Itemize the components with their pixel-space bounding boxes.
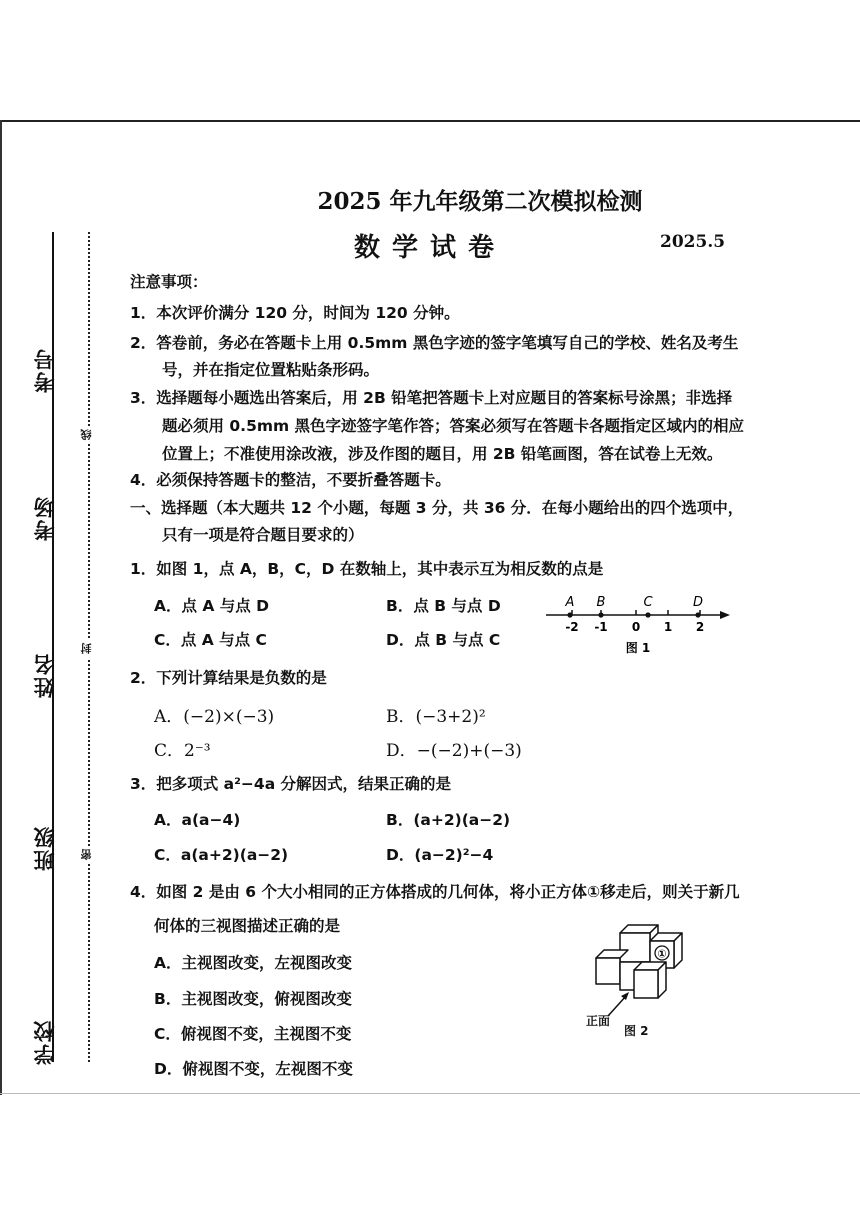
notice-item-3: 3．选择题每小题选出答案后，用 2B 铅笔把答题卡上对应题目的答案标号涂黑；非选择 <box>130 389 733 407</box>
question-2-stem: 2．下列计算结果是负数的是 <box>130 669 327 687</box>
q4-option-d: D．俯视图不变，左视图不变 <box>154 1060 353 1078</box>
q4-option-c: C．俯视图不变，主视图不变 <box>154 1025 352 1043</box>
point-a-label: A <box>565 595 575 610</box>
question-1-stem: 1．如图 1，点 A，B，C，D 在数轴上，其中表示互为相反数的点是 <box>130 560 604 578</box>
figure-2-caption: 图 2 <box>624 1024 649 1038</box>
point-c-dot <box>645 612 650 617</box>
notice-item-4: 4．必须保持答题卡的整洁，不要折叠答题卡。 <box>130 471 451 489</box>
tick-label-0: 0 <box>631 620 641 634</box>
notice-item-1: 1．本次评价满分 120 分，时间为 120 分钟。 <box>130 304 460 322</box>
sheet-left-border <box>0 120 2 1095</box>
section-heading: 一、选择题（本大题共 12 个小题，每题 3 分，共 36 分．在每小题给出的四个选项中， <box>130 499 744 517</box>
point-c-label: C <box>643 595 653 610</box>
notice-item-2: 2．答卷前，务必在答题卡上用 0.5mm 黑色字迹的签字笔填写自己的学校、姓名及考生 <box>130 334 739 352</box>
number-line-arrow-icon <box>720 611 730 619</box>
point-d-dot <box>695 612 700 617</box>
binding-mark-line: 线 <box>79 426 99 444</box>
front-arrow-line <box>608 996 626 1016</box>
q2-option-c: C．2⁻³ <box>154 741 211 761</box>
cube-mark-label: ① <box>657 947 667 961</box>
q3-option-a: A．a(a−4) <box>154 811 241 829</box>
sheet-top-border <box>0 120 860 122</box>
front-view-label: 正面 <box>586 1014 611 1028</box>
point-d-label: D <box>692 595 704 610</box>
tick-label-neg1: -1 <box>594 620 608 634</box>
field-school: 学校 <box>33 1019 57 1065</box>
question-4-stem-cont: 何体的三视图描述正确的是 <box>154 917 341 935</box>
binding-mark-secret: 密 <box>79 846 99 864</box>
notice-heading: 注意事项： <box>130 273 208 291</box>
point-a-dot <box>567 612 572 617</box>
front-arrow-icon <box>621 992 629 1000</box>
q1-option-d: D．点 B 与点 C <box>386 631 501 649</box>
notice-item-2-cont: 号，并在指定位置粘贴条形码。 <box>162 361 380 379</box>
q2-option-d: D．−(−2)+(−3) <box>386 741 522 761</box>
field-class: 班级 <box>33 825 57 871</box>
question-4-stem: 4．如图 2 是由 6 个大小相同的正方体搭成的几何体，将小正方体①移走后，则关于新几 <box>130 883 740 901</box>
q2-option-a: A．(−2)×(−3) <box>154 707 275 727</box>
q4-option-a: A．主视图改变，左视图改变 <box>154 954 352 972</box>
q3-option-c: C．a(a+2)(a−2) <box>154 846 289 864</box>
exam-title: 2025 年九年级第二次模拟检测 <box>317 188 643 215</box>
tick-label-neg2: -2 <box>565 620 579 634</box>
q1-option-a: A．点 A 与点 D <box>154 597 270 615</box>
field-exam-number: 考号 <box>33 347 57 393</box>
sheet-bottom-border <box>0 1093 860 1094</box>
q2-option-b: B．(−3+2)² <box>386 707 486 727</box>
figure-1-number-line <box>540 590 740 660</box>
field-name: 姓名 <box>33 652 57 698</box>
exam-date: 2025.5 <box>660 232 726 252</box>
tick-label-2: 2 <box>695 620 705 634</box>
binding-mark-seal: 封 <box>79 640 99 658</box>
question-3-stem: 3．把多项式 a²−4a 分解因式，结果正确的是 <box>130 775 452 793</box>
notice-item-3-cont: 题必须用 0.5mm 黑色字迹签字笔作答；答案必须写在答题卡各题指定区域内的相应 <box>162 417 745 435</box>
q3-option-d: D．(a−2)²−4 <box>386 846 494 864</box>
q1-option-c: C．点 A 与点 C <box>154 631 267 649</box>
q1-option-b: B．点 B 与点 D <box>386 597 501 615</box>
q3-option-b: B．(a+2)(a−2) <box>386 811 511 829</box>
field-exam-room: 考场 <box>33 495 57 541</box>
tick-label-1: 1 <box>663 620 673 634</box>
section-heading-cont: 只有一项是符合题目要求的） <box>162 526 364 544</box>
notice-item-3-cont2: 位置上；不准使用涂改液，涉及作图的题目，用 2B 铅笔画图，答在试卷上无效。 <box>162 445 723 463</box>
exam-subtitle: 数学试卷 <box>353 233 506 263</box>
point-b-dot <box>598 612 603 617</box>
point-b-label: B <box>596 595 606 610</box>
q4-option-b: B．主视图改变，俯视图改变 <box>154 990 352 1008</box>
figure-1-caption: 图 1 <box>625 641 651 655</box>
